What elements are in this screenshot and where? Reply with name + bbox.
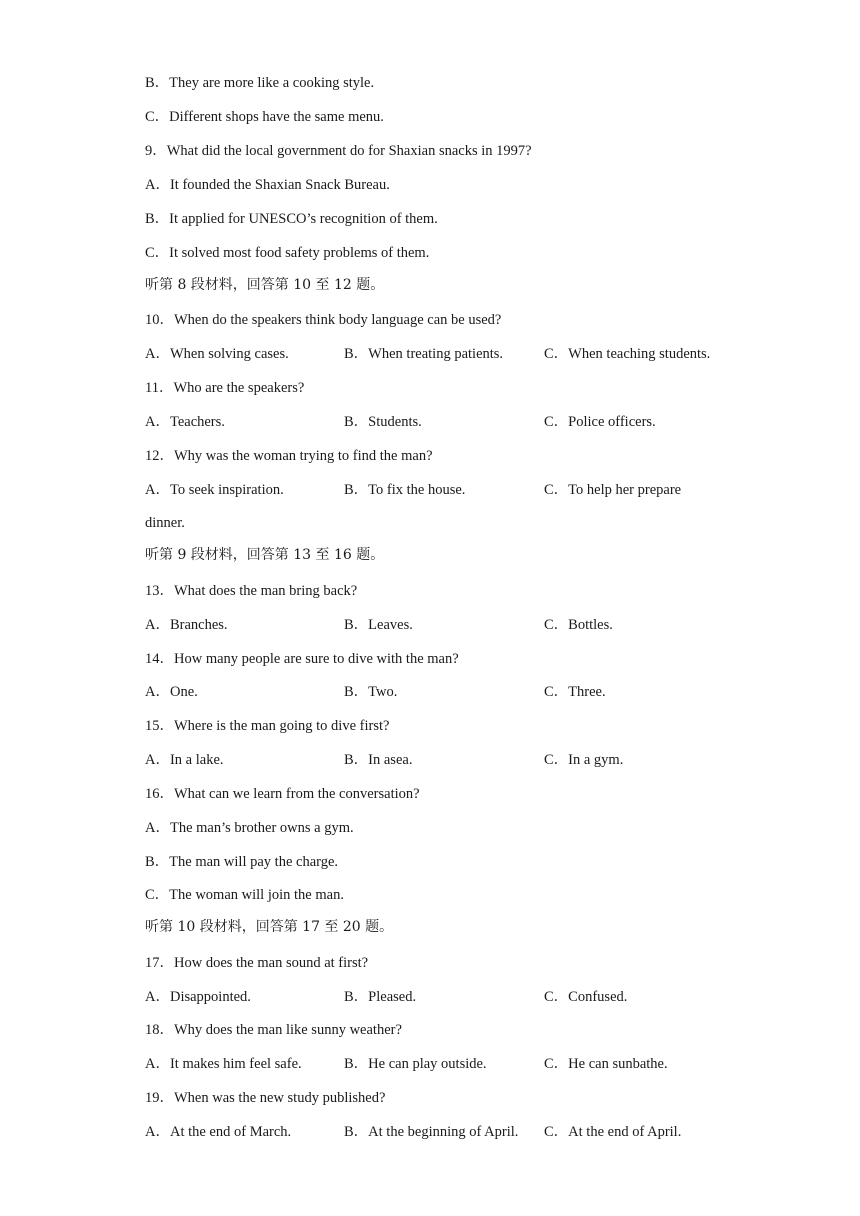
question-13: 13．What does the man bring back? — [145, 583, 358, 599]
section-heading-9: 听第 9 段材料，回答第 13 至 16 题。 — [145, 547, 385, 563]
q11-option-c: C．Police officers. — [544, 414, 656, 430]
question-17: 17．How does the man sound at first? — [145, 955, 369, 971]
q15-option-c: C．In a gym. — [544, 752, 624, 768]
q13-option-c: C．Bottles. — [544, 617, 613, 633]
q15-option-a: A．In a lake. — [145, 752, 224, 768]
q10-option-c: C．When teaching students. — [544, 346, 711, 362]
q8-option-c: C．Different shops have the same menu. — [145, 109, 384, 125]
question-10: 10．When do the speakers think body language can be used? — [145, 312, 502, 328]
q8-option-b: B．They are more like a cooking style. — [145, 75, 375, 91]
q11-option-b: B．Students. — [344, 414, 422, 430]
question-12: 12．Why was the woman trying to find the man? — [145, 448, 433, 464]
q14-option-a: A．One. — [145, 684, 198, 700]
q18-option-a: A．It makes him feel safe. — [145, 1056, 302, 1072]
q19-option-c: C．At the end of April. — [544, 1124, 682, 1140]
q9-option-c: C．It solved most food safety problems of them. — [145, 245, 430, 261]
section-heading-8: 听第 8 段材料，回答第 10 至 12 题。 — [145, 277, 385, 293]
q19-option-b: B．At the beginning of April. — [344, 1124, 519, 1140]
question-14: 14．How many people are sure to dive with the man? — [145, 651, 459, 667]
question-15: 15．Where is the man going to dive first? — [145, 718, 390, 734]
q12-option-c-continued: dinner. — [145, 515, 185, 531]
q13-option-a: A．Branches. — [145, 617, 228, 633]
q12-option-a: A．To seek inspiration. — [145, 482, 284, 498]
q10-option-b: B．When treating patients. — [344, 346, 504, 362]
q18-option-b: B．He can play outside. — [344, 1056, 487, 1072]
question-11: 11．Who are the speakers? — [145, 380, 305, 396]
q9-option-a: A．It founded the Shaxian Snack Bureau. — [145, 177, 390, 193]
q16-option-b: B．The man will pay the charge. — [145, 854, 339, 870]
q9-option-b: B．It applied for UNESCO’s recognition of them. — [145, 211, 438, 227]
q16-option-a: A．The man’s brother owns a gym. — [145, 820, 354, 836]
q19-option-a: A．At the end of March. — [145, 1124, 292, 1140]
q18-option-c: C．He can sunbathe. — [544, 1056, 668, 1072]
q12-option-c: C．To help her prepare — [544, 482, 682, 498]
q10-option-a: A．When solving cases. — [145, 346, 289, 362]
question-18: 18．Why does the man like sunny weather? — [145, 1022, 402, 1038]
q17-option-b: B．Pleased. — [344, 989, 417, 1005]
q15-option-b: B．In asea. — [344, 752, 413, 768]
section-heading-10: 听第 10 段材料，回答第 17 至 20 题。 — [145, 919, 394, 935]
q14-option-b: B．Two. — [344, 684, 398, 700]
q11-option-a: A．Teachers. — [145, 414, 225, 430]
q17-option-c: C．Confused. — [544, 989, 628, 1005]
question-19: 19．When was the new study published? — [145, 1090, 386, 1106]
question-9: 9．What did the local government do for Shaxian snacks in 1997? — [145, 143, 532, 159]
q14-option-c: C．Three. — [544, 684, 606, 700]
q16-option-c: C．The woman will join the man. — [145, 887, 344, 903]
q12-option-b: B．To fix the house. — [344, 482, 466, 498]
q17-option-a: A．Disappointed. — [145, 989, 251, 1005]
question-16: 16．What can we learn from the conversation? — [145, 786, 420, 802]
q13-option-b: B．Leaves. — [344, 617, 413, 633]
